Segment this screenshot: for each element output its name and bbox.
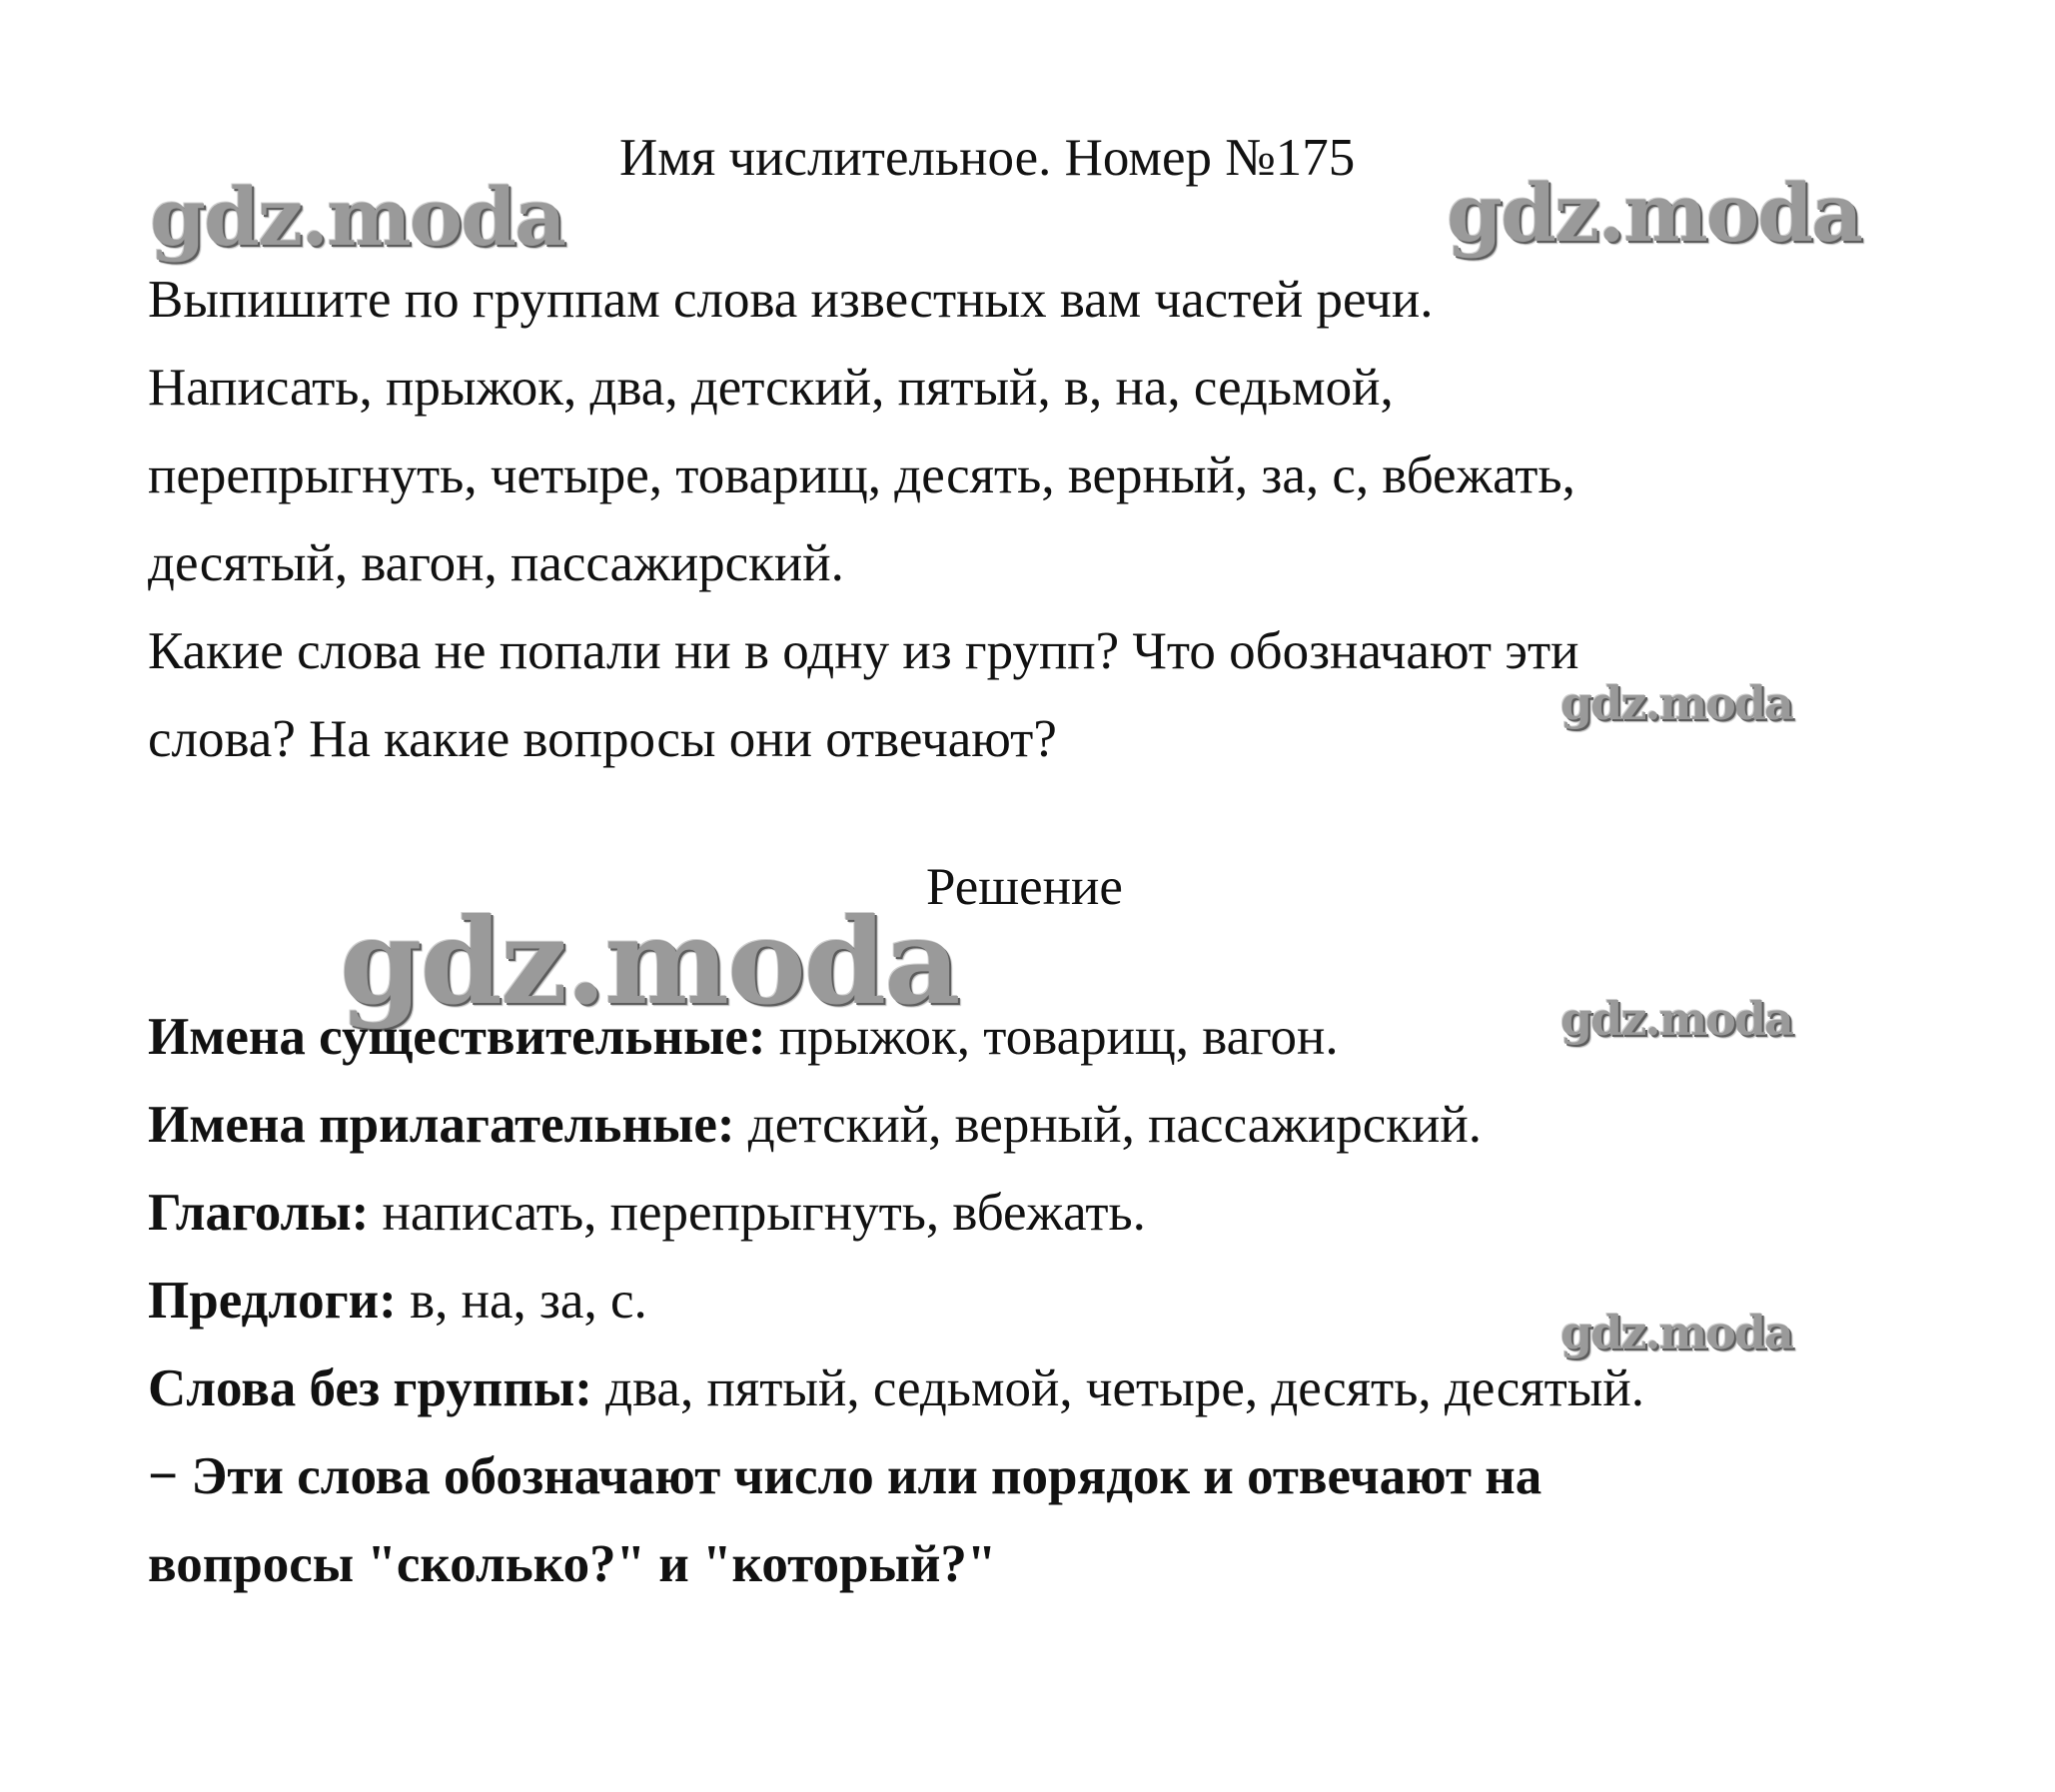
watermark-logo: gdz.moda: [150, 170, 564, 264]
answer-ungrouped: [148, 1358, 1644, 1418]
watermark-logo: gdz.moda: [1560, 992, 1792, 1046]
watermark-logo: gdz.moda: [1447, 166, 1861, 260]
answer-text: два, пятый, седьмой, четыре, десять, десятый.: [591, 1359, 1644, 1417]
watermark-logo: gdz.moda: [1560, 676, 1792, 730]
page-title: Имя числительное. Номер №175: [619, 129, 1356, 187]
conclusion-line-2: вопросы "сколько?" и "который?": [148, 1535, 997, 1593]
answer-label: Слова без группы:: [148, 1359, 592, 1417]
answer-label: Глаголы:: [148, 1184, 370, 1242]
task-line-6: слова? На какие вопросы они отвечают?: [148, 710, 1057, 768]
answer-label: Имена прилагательные:: [148, 1096, 735, 1154]
answer-prepositions: [148, 1271, 647, 1331]
answer-verbs: [148, 1183, 1146, 1243]
answer-adjectives: [148, 1095, 1482, 1155]
solution-heading: Решение: [926, 858, 1123, 916]
task-line-3: перепрыгнуть, четыре, товарищ, десять, верный, за, с, вбежать,: [148, 447, 1575, 504]
answer-label: Имена существительные:: [148, 1008, 766, 1066]
watermark-logo: gdz.moda: [340, 892, 959, 1031]
task-line-5: Какие слова не попали ни в одну из групп? Что обозначают эти: [148, 622, 1579, 680]
answer-text: прыжок, товарищ, вагон.: [765, 1008, 1339, 1066]
conclusion-line-1: − Эти слова обозначают число или порядок и отвечают на: [148, 1447, 1542, 1505]
task-line-4: десятый, вагон, пассажирский.: [148, 534, 844, 592]
answer-label: Предлоги:: [148, 1272, 397, 1330]
answer-text: в, на, за, с.: [396, 1272, 647, 1330]
answer-text: детский, верный, пассажирский.: [734, 1096, 1482, 1154]
answer-text: написать, перепрыгнуть, вбежать.: [369, 1184, 1146, 1242]
answer-nouns: [148, 1007, 1339, 1067]
watermark-logo: gdz.moda: [1560, 1306, 1792, 1359]
task-line-1: Выпишите по группам слова известных вам частей речи.: [148, 271, 1434, 329]
task-line-2: Написать, прыжок, два, детский, пятый, в, на, седьмой,: [148, 359, 1394, 417]
